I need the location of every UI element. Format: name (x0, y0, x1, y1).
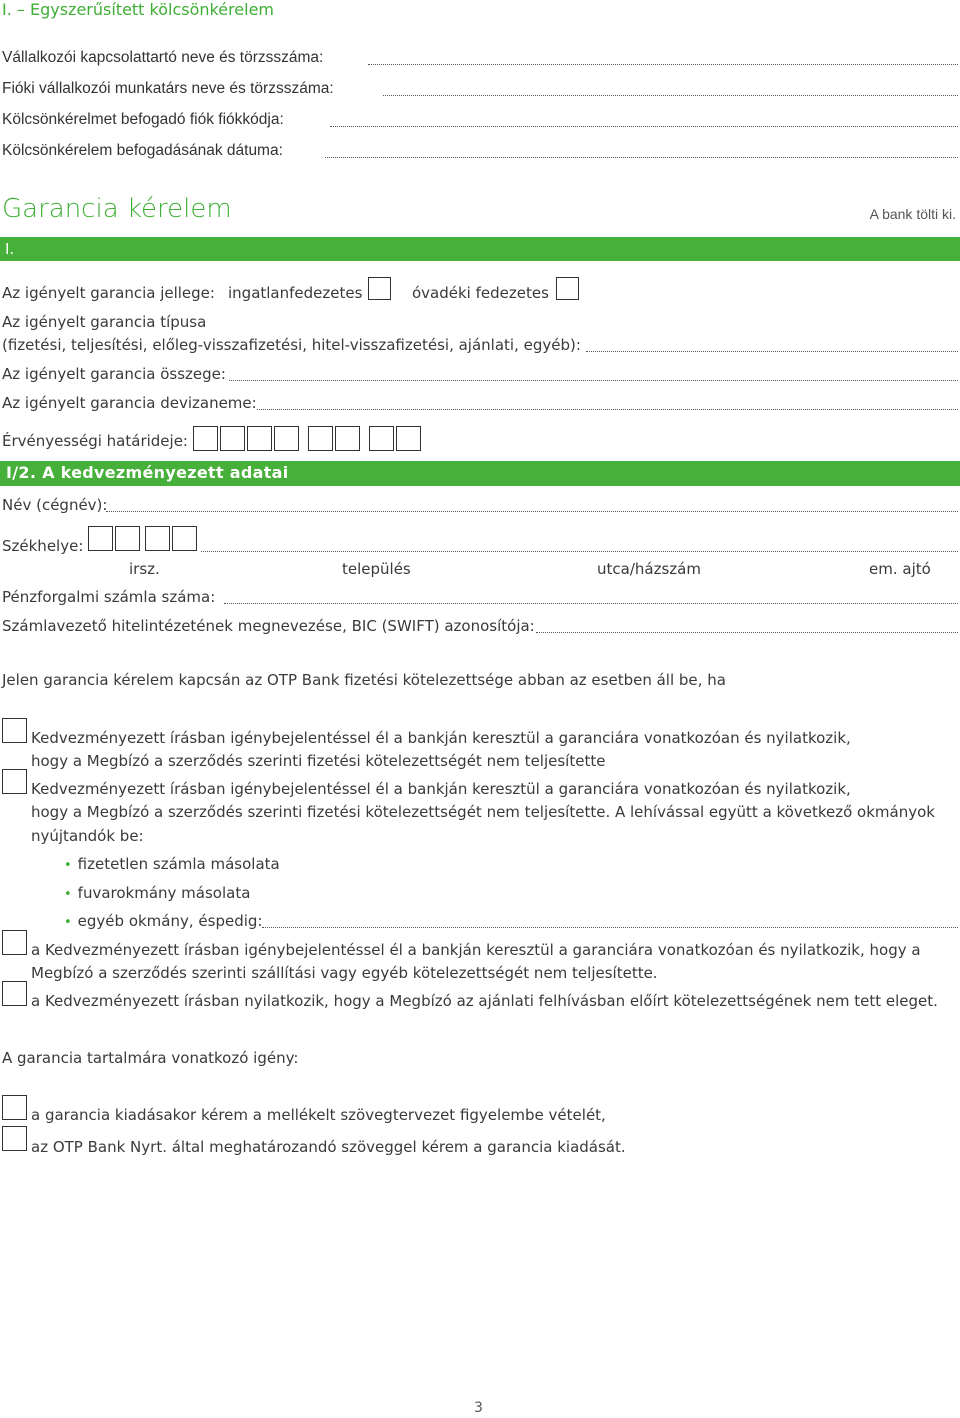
bullet-icon: • (64, 858, 72, 873)
devizanem-label: Az igényelt garancia devizaneme: (2, 394, 257, 412)
option-ingatlan-label: ingatlanfedezetes (228, 284, 363, 302)
tipus-sub: (fizetési, teljesítési, előleg-visszafizetési, hitel-visszafizetési, ajánlati, egyéb): (2, 336, 581, 354)
devizanem-line[interactable] (257, 409, 958, 410)
szekhely-line[interactable] (201, 551, 958, 552)
szekhely-label: Székhelye: (2, 537, 84, 555)
tartalom-option-1: a garancia kiadásakor kérem a mellékelt szövegtervezet figyelembe vételét, (31, 1106, 606, 1124)
option-1-line-1: Kedvezményezett írásban igénybejelentéssel él a bankján keresztül a garanciára vonatkozóan és nyilatkozik, (31, 729, 851, 747)
osszeg-line[interactable] (229, 380, 958, 381)
tartalom-label: A garancia tartalmára vonatkozó igény: (2, 1049, 299, 1067)
option-3-checkbox[interactable] (2, 930, 27, 955)
section-bar-2 (0, 461, 960, 486)
option-3-line-2: Megbízó a szerződés szerinti szállítási vagy egyéb kötelezettségét nem teljesítette. (31, 964, 658, 982)
penzforgalmi-line[interactable] (224, 603, 958, 604)
kotelezettseg-intro: Jelen garancia kérelem kapcsán az OTP Bank fizetési kötelezettsége abban az esetben áll be, ha (2, 671, 726, 689)
field-label-munkatars: Fióki vállalkozói munkatárs neve és törzsszáma: (2, 80, 334, 97)
field-line-fiokkod[interactable] (330, 126, 958, 127)
bank-note: A bank tölti ki. (869, 206, 956, 222)
date-digit-box[interactable] (308, 426, 333, 451)
irsz-digit-box[interactable] (145, 526, 170, 551)
szamlavezeto-label: Számlavezető hitelintézetének megnevezése, BIC (SWIFT) azonosítója: (2, 617, 535, 635)
field-label-kapcsolattarto: Vállalkozói kapcsolattartó neve és törzsszáma: (2, 49, 324, 66)
option-2-checkbox[interactable] (2, 769, 27, 794)
option-4-line-1: a Kedvezményezett írásban nyilatkozik, hogy a Megbízó az ajánlati felhívásban előírt kötelezettségének nem tett eleget. (31, 992, 938, 1010)
section-label-2: I/2. A kedvezményezett adatai (6, 463, 289, 482)
bullet-item (64, 884, 250, 902)
bullet-text: fuvarokmány másolata (77, 884, 251, 902)
option-1-checkbox[interactable] (2, 718, 27, 743)
bullet-item (64, 912, 262, 930)
field-label-datum: Kölcsönkérelem befogadásának dátuma: (2, 142, 283, 159)
option-2-line-1: Kedvezményezett írásban igénybejelentéssel él a bankján keresztül a garanciára vonatkozóan és nyilatkozik, (31, 780, 851, 798)
option-ingatlan-checkbox[interactable] (368, 277, 391, 300)
section-title: I. – Egyszerűsített kölcsönkérelem (2, 0, 275, 19)
bullet-icon: • (64, 887, 72, 902)
hatarido-label: Érvényességi határideje: (2, 432, 188, 450)
col-utca: utca/házszám (597, 560, 701, 578)
egyeb-okmany-line[interactable] (262, 927, 958, 928)
penzforgalmi-label: Pénzforgalmi számla száma: (2, 588, 216, 606)
section-label-1: I. (5, 240, 15, 258)
bullet-icon: • (64, 915, 72, 930)
field-line-datum[interactable] (325, 157, 958, 158)
col-irsz: irsz. (129, 560, 160, 578)
tartalom-option-2-checkbox[interactable] (2, 1126, 27, 1151)
option-4-checkbox[interactable] (2, 981, 27, 1006)
tartalom-option-2: az OTP Bank Nyrt. által meghatározandó szöveggel kérem a garancia kiadását. (31, 1138, 626, 1156)
date-digit-box[interactable] (335, 426, 360, 451)
option-3-line-1: a Kedvezményezett írásban igénybejelentéssel él a bankján keresztül a garanciára vonatkozóan és nyilatkozik, hogy a (31, 941, 921, 959)
date-digit-box[interactable] (247, 426, 272, 451)
option-2-line-3: nyújtandók be: (31, 827, 144, 845)
irsz-digit-box[interactable] (115, 526, 140, 551)
nev-label: Név (cégnév): (2, 496, 108, 514)
option-ovadek-checkbox[interactable] (556, 277, 579, 300)
field-label-fiokkod: Kölcsönkérelmet befogadó fiók fiókkódja: (2, 111, 284, 128)
page-number: 3 (474, 1400, 483, 1416)
irsz-digit-box[interactable] (88, 526, 113, 551)
bullet-item (64, 855, 280, 873)
irsz-digit-box[interactable] (172, 526, 197, 551)
section-bar-1 (0, 237, 960, 261)
date-digit-box[interactable] (193, 426, 218, 451)
option-ovadek-label: óvadéki fedezetes (412, 284, 549, 302)
tipus-label: Az igényelt garancia típusa (2, 313, 207, 331)
field-line-kapcsolattarto[interactable] (368, 64, 958, 65)
date-digit-box[interactable] (220, 426, 245, 451)
date-digit-box[interactable] (369, 426, 394, 451)
col-telepules: település (342, 560, 411, 578)
option-1-line-2: hogy a Megbízó a szerződés szerinti fizetési kötelezettségét nem teljesítette (31, 752, 606, 770)
bullet-text: fizetetlen számla másolata (77, 855, 280, 873)
option-2-line-2: hogy a Megbízó a szerződés szerinti fizetési kötelezettségét nem teljesítette. A lehívással együtt a következő okmányok (31, 803, 935, 821)
tartalom-option-1-checkbox[interactable] (2, 1095, 27, 1120)
col-em-ajto: em. ajtó (869, 560, 931, 578)
osszeg-label: Az igényelt garancia összege: (2, 365, 226, 383)
szamlavezeto-line[interactable] (536, 632, 958, 633)
tipus-line[interactable] (586, 351, 958, 352)
date-digit-box[interactable] (396, 426, 421, 451)
date-digit-box[interactable] (274, 426, 299, 451)
bullet-text: egyéb okmány, éspedig: (77, 912, 263, 930)
jellege-label: Az igényelt garancia jellege: (2, 284, 215, 302)
field-line-munkatars[interactable] (383, 95, 958, 96)
nev-line[interactable] (106, 511, 958, 512)
page-title: Garancia kérelem (2, 194, 232, 224)
